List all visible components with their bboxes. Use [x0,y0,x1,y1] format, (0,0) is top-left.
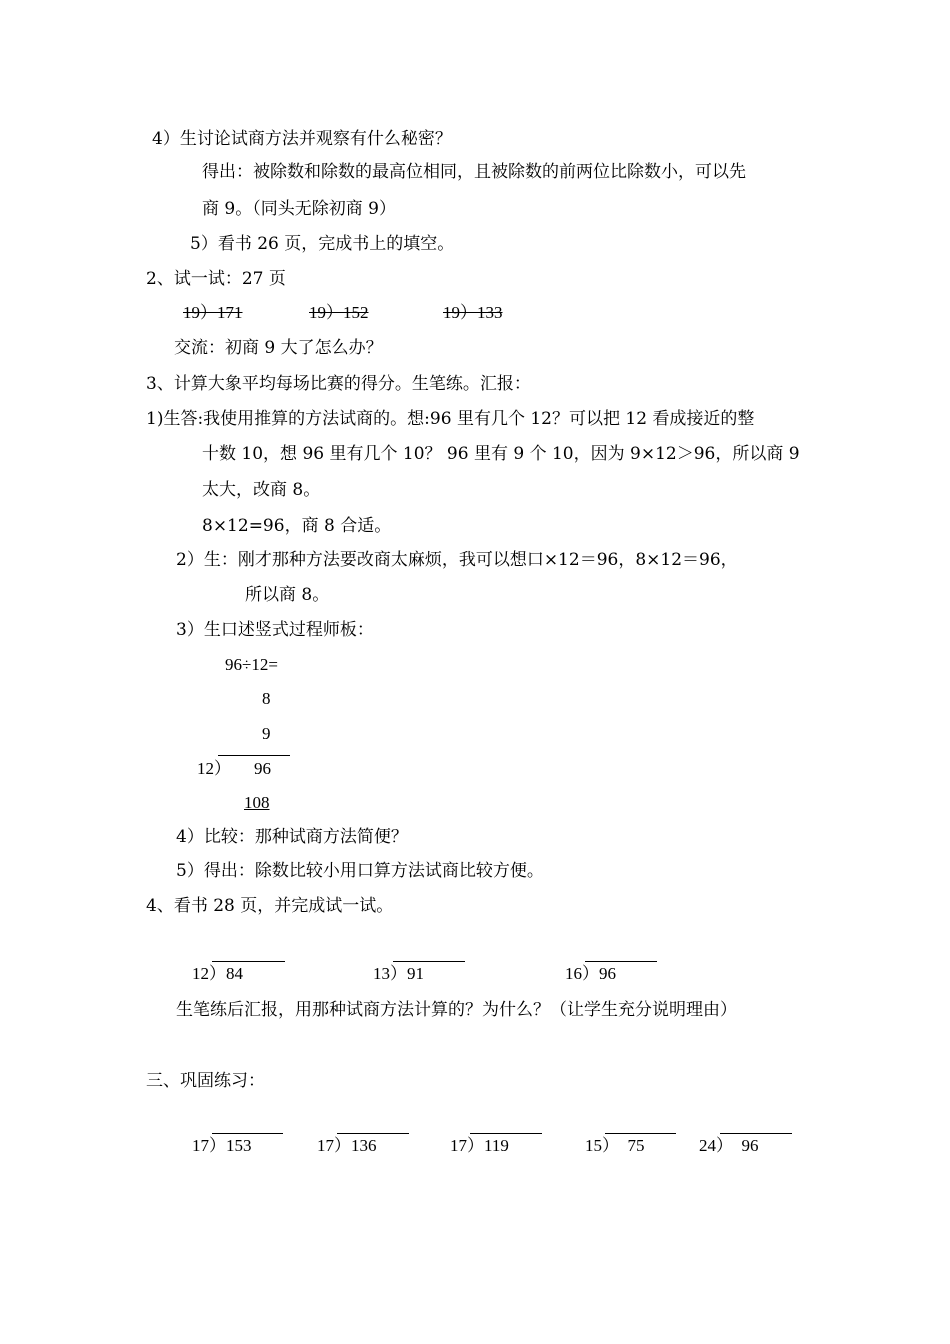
step-4-discuss: 4）生讨论试商方法并观察有什么秘密？ [152,129,452,149]
division-bar [218,755,290,756]
try-division-1: 19）171 [183,303,243,322]
dividend: 96 [254,759,271,778]
practice-division-2: 17）136 [317,1136,377,1155]
section-consolidation-heading: 三、巩固练习： [146,1071,265,1091]
try-division-3: 19）133 [443,303,503,322]
quotient-final: 8 [262,689,271,708]
practice-division-3: 17）119 [450,1136,509,1155]
try-division-2: 19）152 [309,303,369,322]
divisor: 12） [197,759,231,778]
answer-1-line-4: 8×12=96，商 8 合适。 [202,516,392,536]
answer-2-line-2: 所以商 8。 [245,585,330,605]
step-5-book: 5）看书 26 页，完成书上的填空。 [190,234,455,254]
book-division-2: 13）91 [373,964,424,983]
answer-3-heading: 3）生口述竖式过程师板： [176,620,374,640]
report-instruction: 生笔练后汇报，用那种试商方法计算的？为什么？（让学生充分说明理由） [176,1000,737,1020]
quotient-first: 9 [262,724,271,743]
conclusion-line-2: 商 9。（同头无除初商 9） [202,199,396,219]
division-expression: 96÷12= [225,655,278,674]
book-division-3: 16）96 [565,964,616,983]
partial-product: 108 [244,793,270,812]
answer-1-line-2: 十数 10，想 96 里有几个 10？ 96 里有 9 个 10，因为 9×12＞96，所以商 9 [202,444,800,464]
section-3-heading: 3、计算大象平均每场比赛的得分。生笔练。汇报： [146,374,531,394]
step-5-conclusion: 5）得出：除数比较小用口算方法试商比较方便。 [176,861,544,881]
section-4-heading: 4、看书 28 页，并完成试一试。 [146,896,394,916]
answer-1-line-3: 太大，改商 8。 [202,480,321,500]
exchange-question: 交流：初商 9 大了怎么办？ [174,338,383,358]
practice-division-5: 24） 96 [699,1136,759,1155]
practice-division-1: 17）153 [192,1136,252,1155]
section-2-heading: 2、试一试：27 页 [146,269,286,289]
answer-1-line-1: 1)生答:我使用推算的方法试商的。想:96 里有几个 12？可以把 12 看成接近的整 [146,409,755,429]
answer-2-line-1: 2）生：刚才那种方法要改商太麻烦，我可以想口×12＝96，8×12＝96， [176,550,738,570]
practice-division-4: 15） 75 [585,1136,645,1155]
book-division-1: 12）84 [192,964,243,983]
step-4-compare: 4）比较：那种试商方法简便？ [176,827,408,847]
conclusion-line-1: 得出：被除数和除数的最高位相同，且被除数的前两位比除数小，可以先 [202,162,746,182]
